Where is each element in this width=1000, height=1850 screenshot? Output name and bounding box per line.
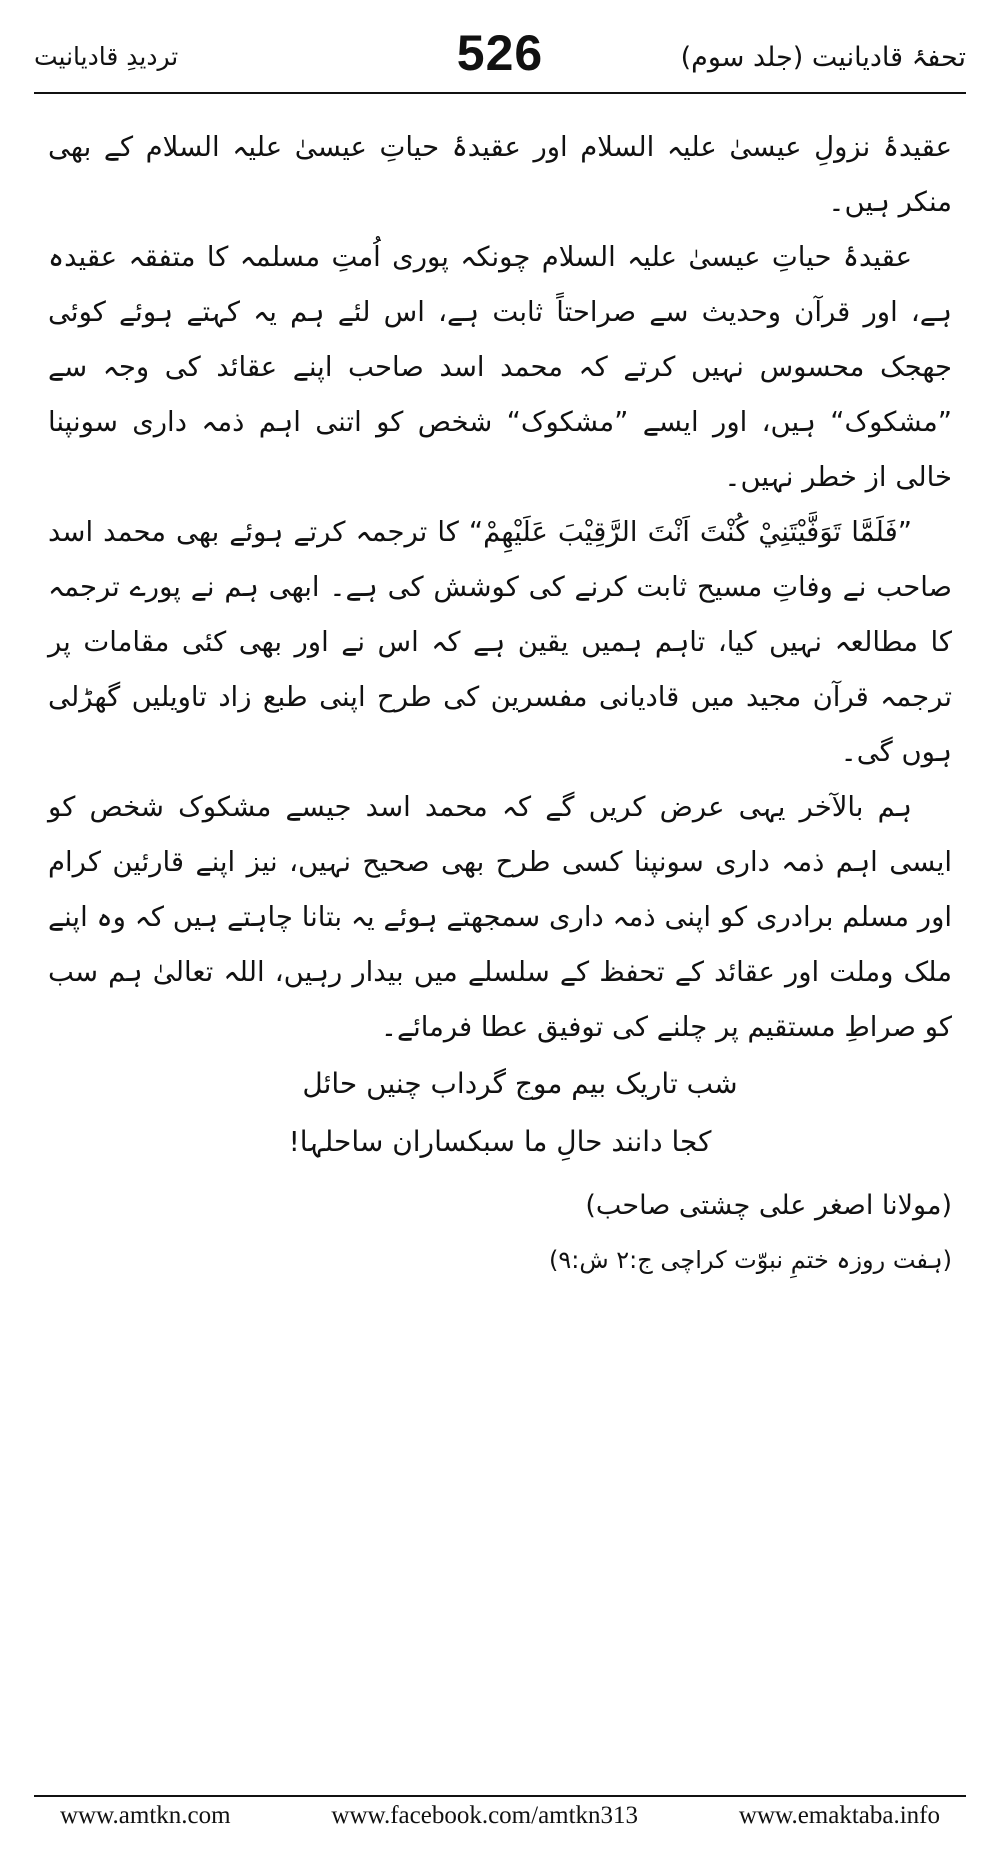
paragraph-1: عقیدۂ نزولِ عیسیٰ علیہ السلام اور عقیدۂ حیاتِ عیسیٰ علیہ السلام کے بھی منکر ہیں۔ bbox=[48, 131, 952, 218]
paragraph-4: ہم بالآخر یہی عرض کریں گے کہ محمد اسد جیسے مشکوک شخص کو ایسی اہم ذمہ داری سونپنا کسی طرح بھی صحیح نہیں، نیز اپنے قارئین کرام اور مسلم برادری کو اپنی ذمہ داری سمجھتے ہوئے یہ بتانا چاہتے ہیں کہ وہ اپنے ملک وملت اور عقائد کے تحفظ کے سلسلے میں بیدار رہیں، اللہ تعالیٰ ہم سب کو صراطِ مستقیم پر چلنے کی توفیق عطا فرمائے۔ bbox=[48, 791, 952, 1043]
page-number: 526 bbox=[456, 25, 544, 81]
footer-link-facebook[interactable]: www.facebook.com/amtkn313 bbox=[331, 1802, 639, 1829]
running-title-right: تحفۂ قادیانیت (جلد سوم) bbox=[680, 42, 966, 73]
paragraph-2: عقیدۂ حیاتِ عیسیٰ علیہ السلام چونکہ پوری اُمتِ مسلمہ کا متفقہ عقیدہ ہے، اور قرآن وحدیث سے صراحتاً ثابت ہے، اس لئے ہم یہ کہتے ہوئے کوئی جھجک محسوس نہیں کرتے کہ محمد اسد صاحب اپنے عقائد کی وجہ سے ”مشکوک“ ہیں، اور ایسے ”مشکوک“ شخص کو اتنی اہم ذمہ داری سونپنا خالی از خطر نہیں۔ bbox=[48, 241, 952, 493]
footer-link-emaktaba[interactable]: www.emaktaba.info bbox=[738, 1802, 940, 1829]
footer-divider bbox=[34, 1795, 966, 1797]
source-reference: (ہفت روزہ ختمِ نبوّت کراچی ج:۲ ش:۹) bbox=[549, 1246, 952, 1274]
page-body bbox=[48, 120, 952, 1285]
author-attribution: (مولانا اصغر علی چشتی صاحب) bbox=[585, 1190, 952, 1221]
paragraph-3: ”فَلَمَّا تَوَفَّيْتَنِيْ كُنْتَ اَنْتَ الرَّقِيْبَ عَلَيْهِمْ“ کا ترجمہ کرتے ہوئے بھی محمد اسد صاحب نے وفاتِ مسیح ثابت کرنے کی کوشش کی ہے۔ ابھی ہم نے پورے ترجمہ کا مطالعہ نہیں کیا، تاہم ہمیں یقین ہے کہ اس نے اور بھی کئی مقامات پر ترجمہ قرآن مجید میں قادیانی مفسرین کی طرح اپنی طبع زاد تاویلیں گھڑلی ہوں گی۔ bbox=[48, 516, 952, 768]
running-title-left: تردیدِ قادیانیت bbox=[34, 42, 179, 71]
verse-line-2: کجا دانند حالِ ما سبکساران ساحلہا! bbox=[288, 1125, 712, 1158]
footer-link-amtkn[interactable]: www.amtkn.com bbox=[60, 1802, 231, 1829]
page-footer bbox=[60, 1802, 940, 1842]
header-divider bbox=[34, 92, 966, 94]
verse-line-1: شب تاریک بیم موج گرداب چنیں حائل bbox=[302, 1067, 738, 1100]
page-header bbox=[34, 22, 966, 94]
